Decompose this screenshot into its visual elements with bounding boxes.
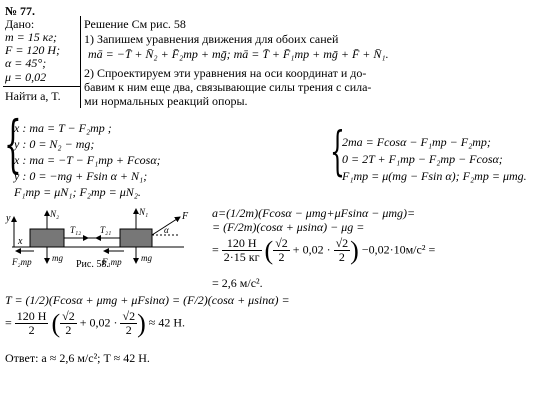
f1tr-label: F₁тр	[102, 257, 122, 267]
right-system-brace: {	[330, 122, 345, 182]
n1-label: N₁	[139, 207, 149, 217]
given-label: Дано:	[5, 17, 35, 31]
accel-line-2: = (F/2m)(cosα + μsinα) − μg =	[212, 220, 365, 234]
given-angle: α = 45°;	[5, 56, 47, 70]
given-vertical-rule	[80, 16, 81, 108]
y-axis-label: y	[6, 213, 11, 224]
left-eq-2: y : 0 = N₂ − mg;	[14, 137, 95, 151]
solution-step2-line2: бавим к ним еще два, связывающие силы трения с сила-	[84, 80, 372, 94]
vector-equations: mā = −T̄ + N̄₂ + F̄₂тр + mḡ; mā = T̄ + F̄₁тр + mḡ + F̄ + N̄₁.	[88, 47, 389, 61]
mg1-label: mg	[141, 253, 152, 263]
left-eq-4: y : 0 = −mg + Fsin α + N₁;	[14, 169, 148, 183]
right-eq-1: 2ma = Fcosα − F₁тр − F₂тр;	[342, 135, 491, 149]
n2-label: N₂	[50, 209, 60, 219]
given-mass: m = 15 кг;	[5, 30, 58, 44]
accel-line-4: = 2,6 м/с².	[212, 276, 263, 290]
t21-label: T₂₁	[100, 225, 112, 235]
sled-2	[30, 229, 64, 247]
left-eq-1: x : ma = T − F₂тр ;	[14, 121, 112, 135]
left-system-brace: {	[4, 107, 22, 180]
t12-label: T₁₂	[70, 225, 82, 235]
sled-1	[120, 229, 152, 247]
given-force: F = 120 Н;	[5, 43, 61, 57]
f2tr-label: F₂тр	[12, 257, 32, 267]
accel-line-1: a=(1/2m)(Fcosα − μmg+μFsinα − μmg)=	[212, 206, 416, 220]
find-label: Найти a, T.	[5, 89, 61, 103]
solution-step1: 1) Запишем уравнения движения для обоих саней	[84, 32, 339, 46]
solution-step2-line3: ми нормальных реакций опоры.	[84, 94, 248, 108]
figure-58	[4, 205, 204, 289]
mg2-label: mg	[52, 253, 63, 263]
f-label: F	[182, 211, 189, 222]
figure-caption: Рис. 58.	[76, 259, 109, 270]
problem-number: № 77.	[5, 4, 36, 18]
alpha-label: α	[164, 225, 169, 235]
tension-line-2: = $\frac{120 Н}{2}$ ( $\frac{√2}{2}$ + 0,02 · $\frac{√2}{2}$ ) ≈ 42 Н.	[5, 309, 186, 338]
given-divider	[3, 86, 80, 87]
right-eq-3: F₁тр = μ(mg − Fsin α); F₂тр = μmg.	[342, 169, 527, 183]
left-eq-5: F₁тр = μN₁; F₂тр = μN₂.	[14, 185, 141, 199]
accel-line-3: = $\frac{120 Н}{2\cdot 15 кг}$ ( $\frac{√2}{2}$ + 0,02 · $\frac{√2}{2}$ ) −0,02·10м/с² =	[212, 236, 436, 265]
left-eq-3: x : ma = −T − F₁тр + Fcosα;	[14, 153, 161, 167]
answer: Ответ: a ≈ 2,6 м/с²; T ≈ 42 Н.	[5, 351, 150, 365]
tension-line-1: T = (1/2)(Fcosα + μmg + μFsinα) = (F/2)(cosα + μsinα) =	[5, 293, 290, 307]
solution-title: Решение См рис. 58	[84, 17, 186, 31]
solution-step2-line1: 2) Спроектируем эти уравнения на оси координат и до-	[84, 66, 367, 80]
x-axis-label: x	[18, 236, 23, 247]
right-eq-2: 0 = 2T + F₁тр − F₂тр − Fcosα;	[342, 152, 503, 166]
given-mu: μ = 0,02	[5, 70, 47, 84]
